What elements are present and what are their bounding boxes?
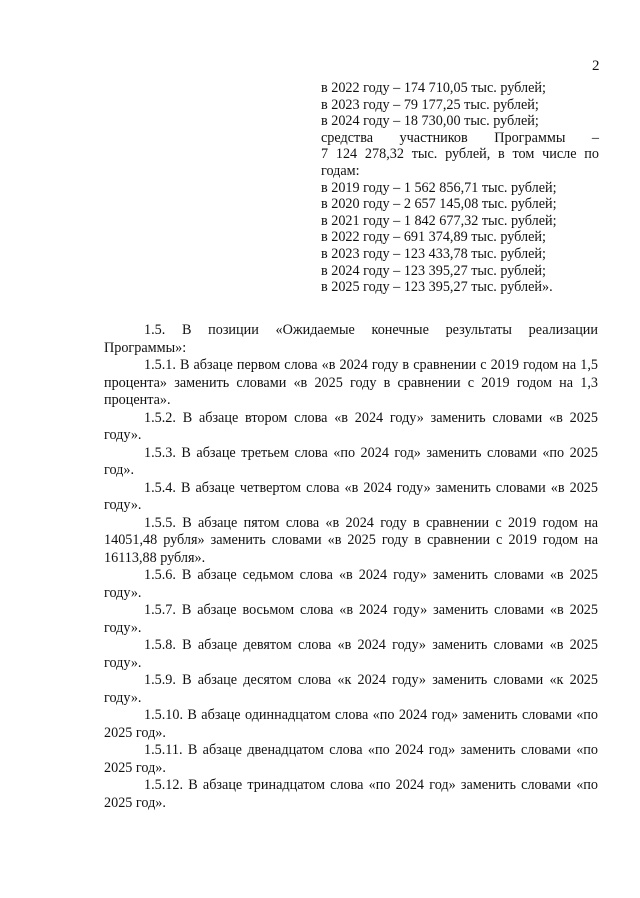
amendment-paragraph: 1.5.6. В абзаце седьмом слова «в 2024 году» заменить словами «в 2025 году».: [104, 567, 598, 601]
participants-funds-by-years: годам:: [321, 162, 360, 179]
participants-funds-total: 7 124 278,32 тыс. рублей, в том числе по: [321, 146, 599, 163]
participants-funds-heading: средства участников Программы –: [321, 129, 599, 146]
amendment-paragraph: 1.5. В позиции «Ожидаемые конечные результаты реализации Программы»:: [104, 322, 598, 356]
amendments-list: [104, 322, 598, 812]
amendment-paragraph: 1.5.4. В абзаце четвертом слова «в 2024 году» заменить словами «в 2025 году».: [104, 479, 598, 513]
funding-line: в 2021 году – 1 842 677,32 тыс. рублей;: [321, 212, 557, 229]
funding-line: в 2024 году – 18 730,00 тыс. рублей;: [321, 113, 539, 130]
amendment-paragraph: 1.5.1. В абзаце первом слова «в 2024 году в сравнении с 2019 годом на 1,5 процента» заменить словами «в 2025 году в сравнении с 2019 годом на 1,3 процента».: [104, 357, 598, 408]
amendment-paragraph: 1.5.9. В абзаце десятом слова «к 2024 году» заменить словами «к 2025 году».: [104, 672, 598, 706]
amendment-paragraph: 1.5.11. В абзаце двенадцатом слова «по 2024 год» заменить словами «по 2025 год».: [104, 742, 598, 776]
funding-line: в 2022 году – 691 374,89 тыс. рублей;: [321, 229, 546, 246]
amendment-paragraph: 1.5.12. В абзаце тринадцатом слова «по 2024 год» заменить словами «по 2025 год».: [104, 777, 598, 811]
page-number: 2: [592, 58, 600, 74]
amendment-paragraph: 1.5.7. В абзаце восьмом слова «в 2024 году» заменить словами «в 2025 году».: [104, 602, 598, 636]
amendment-paragraph: 1.5.5. В абзаце пятом слова «в 2024 году в сравнении с 2019 годом на 14051,48 рубля» заменить словами «в 2025 году в сравнении с 2019 годом на 16113,88 рубля».: [104, 514, 598, 566]
funding-line: в 2022 году – 174 710,05 тыс. рублей;: [321, 80, 546, 96]
funding-line: в 2023 году – 123 433,78 тыс. рублей;: [321, 245, 546, 262]
amendment-paragraph: 1.5.8. В абзаце девятом слова «в 2024 году» заменить словами «в 2025 году».: [104, 637, 598, 671]
funding-line: в 2020 году – 2 657 145,08 тыс. рублей;: [321, 196, 557, 213]
funding-line: в 2025 году – 123 395,27 тыс. рублей».: [321, 279, 553, 296]
amendment-paragraph: 1.5.10. В абзаце одиннадцатом слова «по 2024 год» заменить словами «по 2025 год».: [104, 707, 598, 741]
amendment-paragraph: 1.5.3. В абзаце третьем слова «по 2024 год» заменить словами «по 2025 год».: [104, 444, 598, 478]
amendment-paragraph: 1.5.2. В абзаце втором слова «в 2024 году» заменить словами «в 2025 году».: [104, 409, 598, 443]
funding-breakdown: [321, 80, 599, 296]
funding-line: в 2023 году – 79 177,25 тыс. рублей;: [321, 96, 539, 113]
funding-line: в 2019 году – 1 562 856,71 тыс. рублей;: [321, 179, 557, 196]
funding-line: в 2024 году – 123 395,27 тыс. рублей;: [321, 262, 546, 279]
